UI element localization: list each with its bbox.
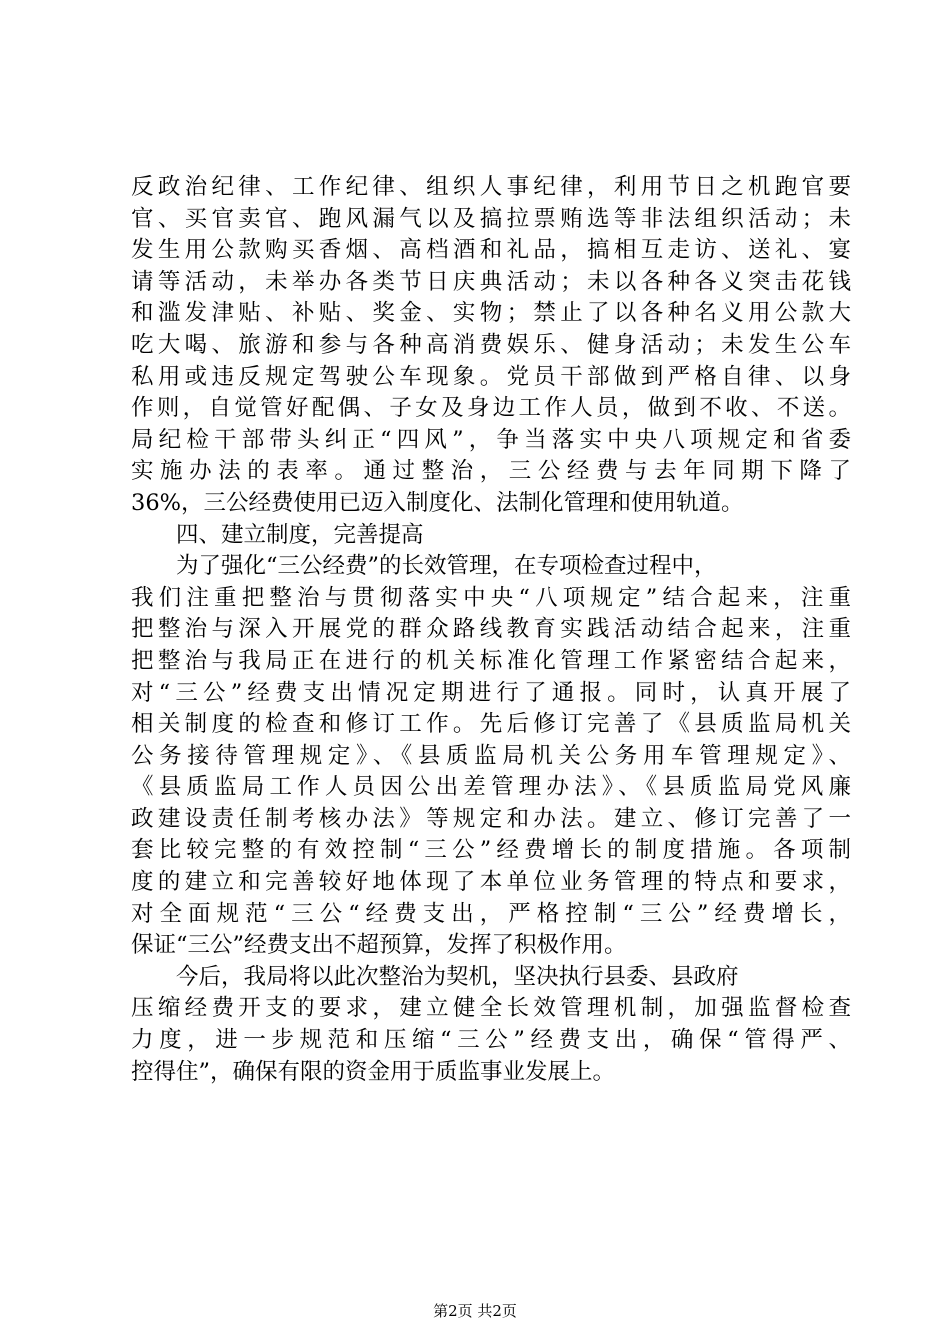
text-line: 请等活动，未举办各类节日庆典活动；未以各种各义突击花钱 [131, 268, 851, 295]
text-line: 力度，进一步规范和压缩“三公”经费支出，确保“管得严、 [131, 1027, 851, 1054]
text-line: 作则，自觉管好配偶、子女及身边工作人员，做到不收、不送。 [131, 395, 851, 422]
text-line: 吃大喝、旅游和参与各种高消费娱乐、健身活动；未发生公车 [131, 331, 851, 358]
text-line: 今后，我局将以此次整治为契机，坚决执行县委、县政府 [176, 963, 739, 990]
text-line: 36%，三公经费使用已迈入制度化、法制化管理和使用轨道。 [131, 489, 744, 516]
text-line: 相关制度的检查和修订工作。先后修订完善了《县质监局机关 [131, 711, 851, 738]
text-line: 对全面规范“三公“经费支出，严格控制“三公”经费增长， [131, 900, 851, 927]
page-number-footer: 第2页 共2页 [433, 1302, 517, 1320]
text-line: 政建设责任制考核办法》等规定和办法。建立、修订完善了一 [131, 805, 851, 832]
text-line: 公务接待管理规定》、《县质监局机关公务用车管理规定》、 [131, 742, 851, 769]
text-line: 我们注重把整治与贯彻落实中央“八项规定”结合起来，注重 [131, 584, 851, 611]
text-line: 官、买官卖官、跑风漏气以及搞拉票贿选等非法组织活动；未 [131, 205, 851, 232]
text-line: 对“三公”经费支出情况定期进行了通报。同时，认真开展了 [131, 679, 851, 706]
text-line: 反政治纪律、工作纪律、组织人事纪律，利用节日之机跑官要 [131, 174, 851, 200]
text-line: 套比较完整的有效控制“三公”经费增长的制度措施。各项制 [131, 837, 851, 864]
document-body [131, 172, 851, 1088]
text-line: 私用或违反规定驾驶公车现象。党员干部做到严格自律、以身 [131, 363, 851, 390]
text-line: 局纪检干部带头纠正“四风”，争当落实中央八项规定和省委 [131, 426, 851, 453]
text-line: 《县质监局工作人员因公出差管理办法》、《县质监局党风廉 [131, 774, 851, 801]
text-line: 把整治与深入开展党的群众路线教育实践活动结合起来，注重 [131, 616, 851, 643]
text-line: 度的建立和完善较好地体现了本单位业务管理的特点和要求， [131, 869, 851, 896]
text-line: 为了强化“三公经费”的长效管理，在专项检查过程中， [176, 553, 717, 580]
text-line: 发生用公款购买香烟、高档酒和礼品，搞相互走访、送礼、宴 [131, 237, 851, 264]
text-line: 控得住”，确保有限的资金用于质监事业发展上。 [131, 1058, 616, 1085]
text-line: 把整治与我局正在进行的机关标准化管理工作紧密结合起来， [131, 647, 851, 674]
text-line: 和滥发津贴、补贴、奖金、实物；禁止了以各种名义用公款大 [131, 300, 851, 327]
text-line: 实施办法的表率。通过整治，三公经费与去年同期下降了 [131, 458, 851, 485]
text-line: 压缩经费开支的要求，建立健全长效管理机制，加强监督检查 [131, 995, 851, 1022]
section-heading: 四、建立制度，完善提高 [176, 521, 424, 548]
text-line: 保证“三公”经费支出不超预算，发挥了积极作用。 [131, 932, 627, 959]
